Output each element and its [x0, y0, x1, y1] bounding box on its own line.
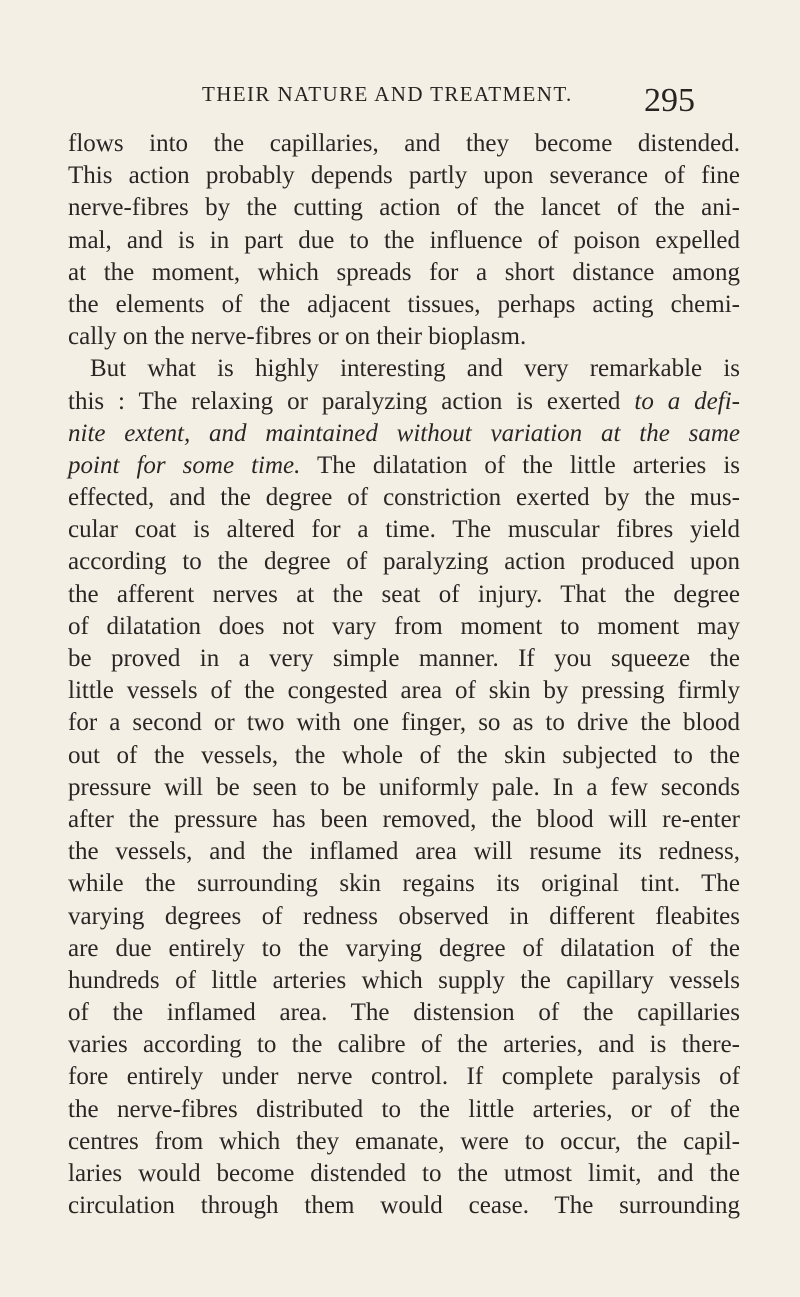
text-line: [68, 128, 740, 160]
text-line: [68, 611, 740, 643]
line-text: the nerve-fibres distributed to the little arteries, or of the: [68, 1095, 740, 1123]
text-line: [68, 1126, 740, 1158]
text-line: [68, 386, 740, 418]
text-line: [68, 160, 740, 192]
line-text: laries would become distended to the utmost limit, and the: [68, 1160, 740, 1187]
italic-text: point for some time.: [68, 451, 301, 479]
text-line: [68, 1158, 740, 1190]
italic-text: nite extent, and maintained without variation at the same: [68, 419, 740, 447]
line-text: fore entirely under nerve control. If complete paralysis of: [68, 1063, 740, 1091]
text-line: [68, 192, 740, 224]
line-text: mal, and is in part due to the influence of poison expelled: [68, 226, 740, 254]
text-line: [68, 225, 740, 257]
text-line: [68, 901, 740, 933]
text-line: [68, 643, 740, 675]
text-line: [68, 675, 740, 707]
line-text: for a second or two with one finger, so as to drive the blood: [68, 709, 740, 737]
line-text: this : The relaxing or paralyzing action is exerted: [68, 387, 635, 415]
text-line: [68, 740, 740, 772]
text-line: [68, 707, 740, 739]
line-text: centres from which they emanate, were to occur, the capil-: [68, 1127, 740, 1155]
line-text: of dilatation does not vary from moment to moment may: [68, 612, 740, 640]
text-line: [68, 804, 740, 836]
text-line: [68, 1061, 740, 1093]
line-text: be proved in a very simple manner. If you squeeze the: [68, 645, 740, 672]
line-text: cular coat is altered for a time. The muscular fibres yield: [68, 516, 740, 544]
line-text: the afferent nerves at the seat of injury. That the degree: [68, 580, 740, 608]
line-text: according to the degree of paralyzing action produced upon: [68, 548, 740, 576]
text-line: [68, 579, 740, 611]
text-line: [68, 1094, 740, 1126]
text-line: [68, 514, 740, 546]
text-line: [68, 482, 740, 514]
line-text: hundreds of little arteries which supply the capillary vessels: [68, 966, 740, 994]
line-text: The dilatation of the little arteries is: [300, 451, 740, 479]
text-line: [68, 321, 740, 353]
text-line: [68, 965, 740, 997]
page-number: 295: [644, 82, 695, 119]
line-text: pressure will be seen to be uniformly pale. In a few seconds: [68, 773, 740, 801]
text-line: [68, 1190, 740, 1222]
line-text: flows into the capillaries, and they become distended.: [68, 130, 740, 157]
text-line: [68, 868, 740, 900]
line-text: while the surrounding skin regains its original tint. The: [68, 870, 740, 898]
text-line: [68, 289, 740, 321]
text-line: [68, 933, 740, 965]
text-line: [68, 418, 740, 450]
line-text: are due entirely to the varying degree of dilatation of the: [68, 934, 740, 962]
line-text: circulation through them would cease. The surrounding: [68, 1192, 740, 1220]
line-text: out of the vessels, the whole of the skin subjected to the: [68, 741, 740, 769]
body-text: [68, 128, 740, 1222]
running-head: THEIR NATURE AND TREATMENT.: [202, 82, 573, 106]
line-text: after the pressure has been removed, the blood will re-enter: [68, 805, 740, 833]
line-text: the vessels, and the inflamed area will resume its redness,: [68, 838, 740, 866]
line-text: at the moment, which spreads for a short distance among: [68, 258, 740, 286]
text-line: [68, 546, 740, 578]
text-line: [68, 836, 740, 868]
text-line: [68, 1029, 740, 1061]
text-line: [68, 772, 740, 804]
text-line: [68, 450, 740, 482]
line-text: But what is highly interesting and very remarkable is: [90, 355, 740, 383]
line-text: nerve-fibres by the cutting action of the lancet of the ani-: [68, 194, 740, 222]
line-text: This action probably depends partly upon severance of fine: [68, 162, 740, 190]
italic-text: to a defi-: [634, 387, 740, 415]
text-line: [68, 257, 740, 289]
text-line: [68, 353, 740, 385]
line-text: of the inflamed area. The distension of the capillaries: [68, 999, 740, 1027]
line-text: cally on the nerve-fibres or on their bioplasm.: [68, 323, 527, 351]
line-text: varies according to the calibre of the arteries, and is there-: [68, 1031, 740, 1059]
line-text: little vessels of the congested area of skin by pressing firmly: [68, 677, 740, 705]
text-line: [68, 997, 740, 1029]
line-text: effected, and the degree of constriction exerted by the mus-: [68, 484, 740, 512]
line-text: the elements of the adjacent tissues, perhaps acting chemi-: [68, 290, 740, 318]
line-text: varying degrees of redness observed in different fleabites: [68, 902, 740, 930]
